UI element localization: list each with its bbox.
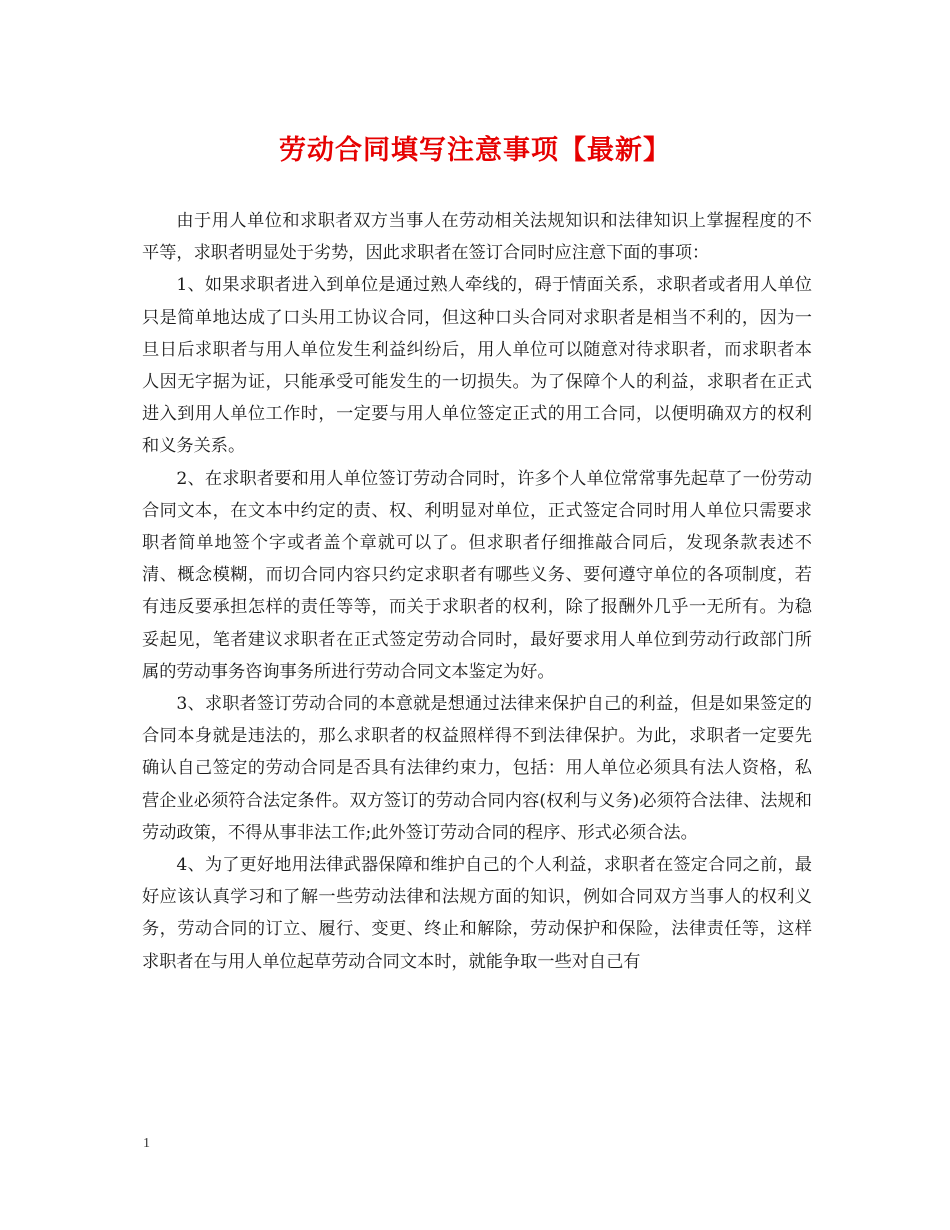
paragraph-item-3: 3、求职者签订劳动合同的本意就是想通过法律来保护自己的利益，但是如果签定的合同本身就是违法的，那么求职者的权益照样得不到法律保护。为此，求职者一定要先确认自己签定的劳动合同是否具有法律约束力，包括：用人单位必须具有法人资格，私营企业必须符合法定条件。双方签订的劳动合同内容(权利与义务)必须符合法律、法规和劳动政策，不得从事非法工作;此外签订劳动合同的程序、形式必须合法。	[142, 694, 812, 843]
paragraph-item-1: 1、如果求职者进入到单位是通过熟人牵线的，碍于情面关系，求职者或者用人单位只是简单地达成了口头用工协议合同，但这种口头合同对求职者是相当不利的，因为一旦日后求职者与用人单位发生利益纠纷后，用人单位可以随意对待求职者，而求职者本人因无字据为证，只能承受可能发生的一切损失。为了保障个人的利益，求职者在正式进入到用人单位工作时，一定要与用人单位签定正式的用工合同，以便明确双方的权利和义务关系。	[142, 275, 812, 457]
paragraph-item-2: 2、在求职者要和用人单位签订劳动合同时，许多个人单位常常事先起草了一份劳动合同文本，在文本中约定的责、权、利明显对单位，正式签定合同时用人单位只需要求职者简单地签个字或者盖个章就可以了。但求职者仔细推敲合同后，发现条款表述不清、概念模糊，而切合同内容只约定求职者有哪些义务、要何遵守单位的各项制度，若有违反要承担怎样的责任等等，而关于求职者的权利，除了报酬外几乎一无所有。为稳妥起见，笔者建议求职者在正式签定劳动合同时，最好要求用人单位到劳动行政部门所属的劳动事务咨询事务所进行劳动合同文本鉴定为好。	[142, 468, 812, 682]
page-number: 1	[143, 1136, 150, 1151]
document-body	[142, 205, 812, 978]
paragraph-intro: 由于用人单位和求职者双方当事人在劳动相关法规知识和法律知识上掌握程度的不平等，求职者明显处于劣势，因此求职者在签订合同时应注意下面的事项：	[142, 211, 812, 264]
paragraph-item-4: 4、为了更好地用法律武器保障和维护自己的个人利益，求职者在签定合同之前，最好应该认真学习和了解一些劳动法律和法规方面的知识，例如合同双方当事人的权利义务，劳动合同的订立、履行、变更、终止和解除，劳动保护和保险，法律责任等，这样求职者在与用人单位起草劳动合同文本时，就能争取一些对自己有	[142, 855, 812, 972]
document-title: 劳动合同填写注意事项【最新】	[279, 135, 671, 166]
